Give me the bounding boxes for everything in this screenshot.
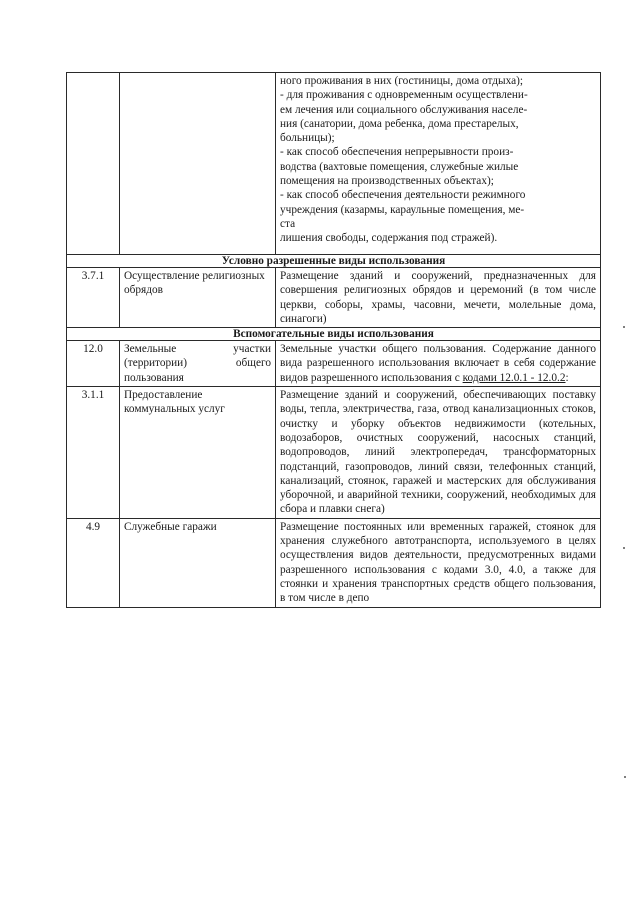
continuation-line: больницы); — [280, 132, 335, 145]
table-row — [67, 341, 601, 387]
continuation-line: - для проживания с одновременным осуществлени- — [280, 89, 528, 102]
name-cell-empty — [120, 73, 276, 255]
name-cell: Служебные гаражи — [120, 518, 276, 607]
name-cell: Предоставление коммунальных услуг — [120, 387, 276, 519]
continuation-line: водства (вахтовые помещения, служебные жилые — [280, 160, 519, 173]
code-cell: 4.9 — [67, 518, 120, 607]
description-cell: Размещение зданий и сооружений, предназначенных для совершения религиозных обрядов и церемоний (в том числе церкви, соборы, храмы, часовни, мечети, молельные дома, синагоги) — [276, 268, 601, 328]
table-row — [67, 268, 601, 328]
continuation-line: - как способ обеспечения деятельности режимного — [280, 189, 526, 202]
land-use-table — [66, 72, 601, 608]
description-cell — [276, 341, 601, 387]
code-cell: 3.7.1 — [67, 268, 120, 328]
continuation-line: ния (санатории, дома ребенка, дома престарелых, — [280, 117, 519, 130]
section-title: Вспомогательные виды использования — [67, 328, 601, 341]
continuation-line: ного проживания в них (гостиницы, дома отдыха); — [280, 75, 524, 87]
continuation-line: - как способ обеспечения непрерывности произ- — [280, 146, 514, 159]
scan-speck — [623, 547, 625, 549]
description-cell: Размещение зданий и сооружений, обеспечивающих поставку воды, тепла, электричества, газа, отвод канализационных стоков, очистку и уборку объектов недвижимости (котельных, водозаборов, очистных сооружений, насосных станций, водопроводов, линий электропередач, трансформаторных подстанций, газопроводов, линий связи, телефонных станций, канализаций, стоянок, гаражей и мастерских для обслуживания уборочной, и аварийной техники, сооружений, необходимых для сбора и плавки снега) — [276, 387, 601, 519]
scan-speck — [624, 776, 626, 778]
section-title: Условно разрешенные виды использования — [67, 255, 601, 268]
continuation-description — [276, 73, 601, 255]
continuation-line: ем лечения или социального обслуживания населе- — [280, 103, 528, 116]
table-row-continuation — [67, 73, 601, 255]
name-cell: Осуществление религиозных обрядов — [120, 268, 276, 328]
description-end: : — [565, 371, 569, 384]
table-row — [67, 518, 601, 607]
continuation-line: лишения свободы, содержания под стражей). — [280, 232, 498, 245]
name-cell: Земельные участки (территории) общего пользования — [120, 341, 276, 387]
table-row — [67, 387, 601, 519]
continuation-line: учреждения (казармы, караульные помещения, ме- — [280, 203, 525, 216]
code-cell: 12.0 — [67, 341, 120, 387]
code-cell-empty — [67, 73, 120, 255]
section-header-auxiliary — [67, 328, 601, 341]
continuation-line: помещения на производственных объектах); — [280, 175, 494, 188]
codes-reference-link[interactable]: кодами 12.0.1 - 12.0.2 — [462, 371, 566, 384]
continuation-line: ста — [280, 217, 296, 230]
description-text: Земельные участки общего пользования. Содержание данного вида разрешенного использования включает в себя содержание видов разрешенного использования с — [280, 343, 596, 384]
code-cell: 3.1.1 — [67, 387, 120, 519]
section-header-conditional — [67, 255, 601, 268]
description-cell: Размещение постоянных или временных гаражей, стоянок для хранения служебного автотранспорта, используемого в целях осуществления видов деятельности, предусмотренных видами разрешенного использования с кодами 3.0, 4.0, а также для стоянки и хранения транспортных средств общего пользования, в том числе в депо — [276, 518, 601, 607]
scan-speck — [623, 326, 625, 328]
